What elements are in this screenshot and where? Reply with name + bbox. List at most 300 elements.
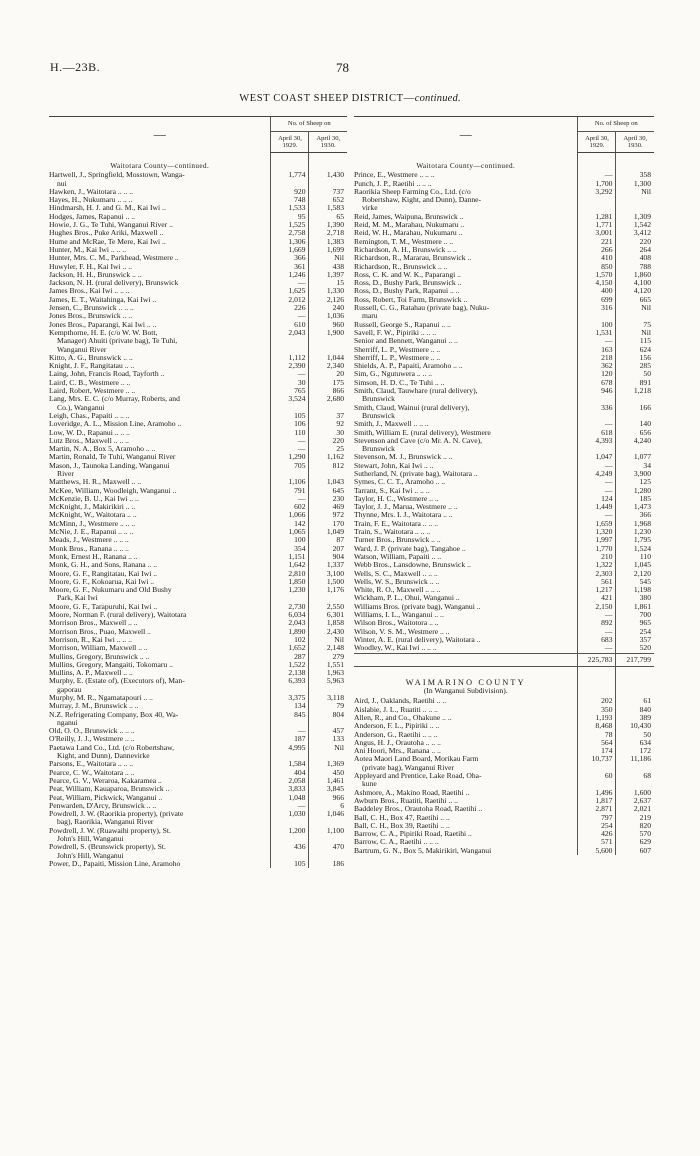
sheep-1929: 1,030 (271, 810, 309, 818)
owner-name: Moore, G. F., Nukumaru and Old Bushy (49, 585, 172, 595)
owner-name: Sutherland, N. (private bag), Waitotara .. (354, 468, 478, 478)
owner-name: Wickham, P. L., Ohui, Wanganui .. (354, 593, 460, 603)
owner-name: Sim, G., Ngutuwera .. .. .. (354, 369, 433, 379)
sheep-1929: 120 (578, 370, 616, 378)
table-row (354, 304, 654, 312)
sheep-1929: 2,058 (271, 777, 309, 785)
sheep-1929: 124 (578, 495, 616, 503)
owner-name: John's Hill, Wanganui (57, 850, 124, 860)
sheep-1930: Nil (616, 188, 654, 196)
sheep-1929: 187 (271, 735, 309, 743)
sheep-1930: 960 (309, 321, 347, 329)
sheep-1930: 1,860 (616, 271, 654, 279)
sheep-1930: 1,699 (309, 246, 347, 254)
sheep-1929: 266 (578, 246, 616, 254)
table-row (354, 387, 654, 395)
sheep-1929: 1,997 (578, 536, 616, 544)
sheep-1929: 3,833 (271, 785, 309, 793)
sheep-1930: 1,300 (616, 180, 654, 188)
total-label (354, 653, 578, 666)
owner-name: Ross, Robert, Toi Farm, Brunswick .. (354, 294, 468, 304)
owner-name: Stewart, John, Kai Iwi .. .. (354, 460, 434, 470)
sheep-1929: 2,758 (271, 229, 309, 237)
name-column-header: — (354, 117, 578, 153)
sheep-1930: 2,021 (616, 805, 654, 813)
sheep-1930: 700 (616, 611, 654, 619)
owner-name: Wanganui River (57, 344, 107, 354)
sheep-1930: 866 (309, 387, 347, 395)
sheep-1929 (271, 337, 309, 345)
owner-name: Parsons, E., Waitotara .. .. .. (49, 759, 134, 769)
owner-name: James Bros., Kai Iwi .. .. .. (49, 286, 130, 296)
owner-name: Reid, James, Waipuna, Brunswick .. (354, 211, 464, 221)
sheep-1929: 3,292 (578, 188, 616, 196)
sheep-1929: 1,066 (271, 511, 309, 519)
sheep-1929: 60 (578, 772, 616, 780)
sheep-1929: 2,303 (578, 570, 616, 578)
sheep-1930: 166 (616, 404, 654, 412)
sheep-1930: 185 (616, 495, 654, 503)
owner-name: Peat, William, Kauaparoa, Brunswick .. (49, 784, 170, 794)
owner-name: Woodley, W., Kai Iwi .. .. .. (354, 643, 437, 653)
owner-name: Ashmore, A., Makino Road, Raetihi .. (354, 787, 470, 797)
sheep-1930: 240 (309, 304, 347, 312)
sheep-1929 (578, 196, 616, 204)
sheep-1930: 645 (309, 487, 347, 495)
sheep-1930: 1,162 (309, 453, 347, 461)
owner-name: Mason, J., Taunoka Landing, Wanganui (49, 460, 170, 470)
sheep-1930: 1,858 (309, 619, 347, 627)
sheep-1929: 1,496 (578, 789, 616, 797)
owner-name: Penwarden, D'Arcy, Brunswick .. .. (49, 800, 157, 810)
owner-name: Anderson, G., Raetihi .. .. .. (354, 729, 438, 739)
sheep-1929: 3,001 (578, 229, 616, 237)
sheep-1929: 1,570 (578, 271, 616, 279)
sheep-1929: 2,138 (271, 669, 309, 677)
owner-name: nui (57, 178, 67, 188)
owner-name: Train, S., Waitotara .. .. .. (354, 527, 431, 537)
sheep-1930: 1,198 (616, 586, 654, 594)
sheep-1930: 2,148 (309, 644, 347, 652)
owner-name: Williams, I. L., Wanganui .. .. (354, 610, 444, 620)
owner-name: Watson, William, Papaiti .. .. (354, 551, 442, 561)
owner-name: Hindmarsh, H. J. and G. M., Kai Iwi .. (49, 203, 166, 213)
sheep-1929: 1,320 (578, 528, 616, 536)
sheep-1929: 366 (271, 254, 309, 262)
left-column (49, 116, 347, 868)
waimarino-county-heading: WAIMARINO COUNTY (405, 677, 526, 687)
table-row (354, 772, 654, 780)
sheep-1930: Nil (616, 329, 654, 337)
sheep-1930: 175 (309, 379, 347, 387)
sheep-1929: 1,659 (578, 520, 616, 528)
sheep-1929: 791 (271, 487, 309, 495)
sheep-1930: 220 (309, 437, 347, 445)
owner-name: Angus, H. J., Orautoha .. .. .. (354, 737, 441, 747)
sheep-1930: 1,968 (616, 520, 654, 528)
sheep-1929: 571 (578, 838, 616, 846)
sheep-1930: 520 (616, 644, 654, 653)
sheep-1929: 1,281 (578, 213, 616, 221)
owner-name: Savell, F. W., Pipiriki .. .. .. (354, 327, 437, 337)
owner-name: Pearce, C. W., Waitotara .. .. (49, 767, 135, 777)
sheep-1930: 92 (309, 420, 347, 428)
sheep-1929: 5,600 (578, 847, 616, 855)
owner-name: Mullins, Gregory, Brunswick .. .. (49, 651, 150, 661)
owner-name: Loveridge, A. L., Mission Line, Aramoho .. (49, 419, 182, 429)
sheep-1930: 1,900 (309, 329, 347, 337)
owner-name: Smith, J., Maxwell .. .. .. (354, 419, 429, 429)
sheep-1929: 4,150 (578, 279, 616, 287)
owner-name: Barrow, C. A., Pipiriki Road, Raetihi .. (354, 829, 472, 839)
sheep-1930: 3,900 (616, 470, 654, 478)
sheep-1929: 1,230 (271, 586, 309, 594)
sheep-1929: 1,531 (578, 329, 616, 337)
sheep-1930: 65 (309, 213, 347, 221)
sheep-1929: 2,390 (271, 362, 309, 370)
sheep-1930: 68 (616, 772, 654, 780)
owner-name: Hayes, H., Nukumaru .. .. .. (49, 195, 133, 205)
sheep-1929: 3,375 (271, 694, 309, 702)
sheep-1929: 1,112 (271, 354, 309, 362)
right-body (354, 153, 654, 654)
report-reference: H.—23B. (50, 60, 101, 74)
sheep-1930: 1,230 (616, 528, 654, 536)
owner-name: Winter, A. E. (rural delivery), Waitotara .. (354, 634, 481, 644)
sheep-1930: 2,340 (309, 362, 347, 370)
sheep-1930: 115 (616, 337, 654, 345)
sheep-1929: 1,522 (271, 661, 309, 669)
sheep-1930: 1,430 (309, 171, 347, 179)
sheep-1930: 1,383 (309, 238, 347, 246)
sheep-1929: 287 (271, 653, 309, 661)
owner-name: Symes, C. C. T., Aramoho .. .. (354, 477, 446, 487)
owner-name: Co.), Wanganui (57, 402, 105, 412)
owner-name: Morrison Bros., Maxwell .. .. (49, 618, 138, 628)
owner-name: Manager) Ahuiti (private bag), Te Tuhi, (57, 336, 178, 346)
sheep-1929: 797 (578, 814, 616, 822)
table-row (49, 462, 347, 470)
owner-name: White, R. O., Maxwell .. .. .. (354, 585, 441, 595)
owner-name: McKee, William, Woodleigh, Wanganui .. (49, 485, 177, 495)
owner-name: Kight, and Dunn), Dannevirke (57, 751, 150, 761)
owner-name: Senior and Bennett, Wanganui .. .. (354, 336, 458, 346)
owner-name: Robertshaw, Kight, and Dunn), Danne- (362, 195, 482, 205)
sheep-1930: 254 (616, 628, 654, 636)
owner-name: Lutz Bros., Maxwell .. .. .. (49, 435, 129, 445)
sheep-1929: 2,871 (578, 805, 616, 813)
sheep-1930: 788 (616, 263, 654, 271)
owner-name: Russell, C. G., Ratahau (private bag), Nuku- (354, 303, 490, 313)
owner-name: Murphy, E. (Estate of), (Executors of), Man- (49, 676, 185, 686)
sheep-1930: 34 (616, 462, 654, 470)
sheep-1930: 6 (309, 802, 347, 810)
owner-name: Ross, D., Bushy Park, Rapanui .. .. (354, 286, 460, 296)
owner-name: Martin, Ronald, Te Tuhi, Wanganui River (49, 452, 176, 462)
sheep-1929: 1,525 (271, 221, 309, 229)
owner-name: Prince, E., Westmere .. .. .. (354, 170, 435, 180)
sheep-1929: 3,524 (271, 395, 309, 403)
sheep-1930: 140 (616, 420, 654, 428)
sheep-1930: 1,524 (616, 545, 654, 553)
sheep-1929: 226 (271, 304, 309, 312)
sheep-1929: — (578, 420, 616, 428)
sheep-1929: 106 (271, 420, 309, 428)
sheep-1930: 61 (616, 697, 654, 705)
sheep-1930: 1,045 (616, 561, 654, 569)
sheep-1930: 2,126 (309, 296, 347, 304)
owner-name: McNie, J. E., Rapanui .. .. .. (49, 527, 134, 537)
owner-name: Baddeley Bros., Orautoha Road, Raetihi .. (354, 804, 483, 814)
sheep-1930: 1,397 (309, 271, 347, 279)
sheep-1929: 1,449 (578, 503, 616, 511)
owner-name: Hawken, J., Waitotara .. .. .. (49, 186, 134, 196)
april-1930-header: April 30, 1930. (616, 132, 654, 153)
sheep-1930: 30 (309, 429, 347, 437)
owner-name: Peat, William, Pickwick, Wanganui .. (49, 792, 163, 802)
sheep-1929: 564 (578, 739, 616, 747)
owner-name: Hunter, M., Kai Iwi .. .. .. (49, 244, 127, 254)
sheep-1929: 1,290 (271, 453, 309, 461)
sheep-1930: 25 (309, 445, 347, 453)
sheep-1929: 2,012 (271, 296, 309, 304)
table-row (49, 711, 347, 719)
sheep-1929: 8,468 (578, 722, 616, 730)
sheep-1929: 850 (578, 263, 616, 271)
sheep-1930: 840 (616, 706, 654, 714)
table-row (354, 644, 654, 653)
owner-name: Laing, John, Francis Road, Tayforth .. (49, 369, 165, 379)
owner-name: Turner Bros., Brunswick .. .. (354, 535, 441, 545)
owner-name: Old, O. O., Brunswick .. .. .. (49, 726, 135, 736)
sheep-1930: 804 (309, 711, 347, 719)
sheep-1930: 3,412 (616, 229, 654, 237)
sheep-1929: 336 (578, 404, 616, 412)
table-row (354, 437, 654, 445)
sheep-1929: 1,246 (271, 271, 309, 279)
total-1930: 217,799 (616, 653, 654, 666)
owner-name: Pearce, G. V., Weraroa, Kakaramea .. (49, 775, 162, 785)
sheep-1929: 436 (271, 843, 309, 851)
sheep-1930: 1,043 (309, 478, 347, 486)
sheep-1930: 634 (616, 739, 654, 747)
sheep-1929: 1,642 (271, 561, 309, 569)
sheep-1929: — (578, 337, 616, 345)
owner-name: Williams Bros. (private bag), Wanganui .. (354, 601, 481, 611)
sheep-1930: 408 (616, 254, 654, 262)
sheep-1929: 134 (271, 702, 309, 710)
sheep-1930: 457 (309, 727, 347, 735)
sheep-1930: 1,280 (616, 487, 654, 495)
sheep-1929: 202 (578, 697, 616, 705)
sheep-1930: 357 (616, 636, 654, 644)
sheep-1930: 1,500 (309, 578, 347, 586)
sheep-1929: 1,322 (578, 561, 616, 569)
right-table (354, 116, 654, 855)
owner-name: Moore, Norman F. (rural delivery), Waitotara (49, 610, 187, 620)
sheep-1929: 1,065 (271, 528, 309, 536)
sheep-1929: — (271, 370, 309, 378)
sheep-1929: 946 (578, 387, 616, 395)
owner-name: Monk Bros., Ranana .. .. .. (49, 543, 129, 553)
sheep-1929: 618 (578, 429, 616, 437)
sheep-1929: — (271, 802, 309, 810)
sheep-1930: 656 (616, 429, 654, 437)
sheep-1929: 1,106 (271, 478, 309, 486)
sheep-1930: 11,186 (616, 755, 654, 763)
sheep-1929: — (271, 445, 309, 453)
sheep-1929: 892 (578, 619, 616, 627)
sheep-1929: 1,217 (578, 586, 616, 594)
sheep-1930: 4,120 (616, 287, 654, 295)
sheep-1930: 172 (616, 747, 654, 755)
owner-name: Barrow, C. A., Raetihi .. .. .. (354, 837, 439, 847)
owner-name: Matthews, H. R., Maxwell .. .. (49, 477, 142, 487)
owner-name: Smith, Claud, Tauwhare (rural delivery), (354, 386, 478, 396)
sheep-1930: 966 (309, 794, 347, 802)
sheep-1929: 2,043 (271, 619, 309, 627)
sheep-1929: 2,043 (271, 329, 309, 337)
sheep-1929: — (578, 487, 616, 495)
owner-name: Low, W. D., Rapanui .. .. .. (49, 427, 130, 437)
sheep-1930: 75 (616, 321, 654, 329)
sheep-1930: 207 (309, 545, 347, 553)
owner-name: Awburn Bros., Ruatiti, Raetihi .. .. (354, 795, 458, 805)
owner-name: Ross, D., Bushy Park, Brunswick .. (354, 278, 462, 288)
sheep-1930: 4,240 (616, 437, 654, 445)
sheep-1929: 4,995 (271, 744, 309, 752)
table-row (49, 171, 347, 179)
sheep-1930: 133 (309, 735, 347, 743)
owner-name: Leigh, Chas., Papaiti .. .. .. (49, 410, 130, 420)
owner-name: Powdrell, S. (Brunswick property), St. (49, 842, 166, 852)
owner-name: Meads, J., Westmere .. .. .. (49, 535, 129, 545)
owner-name: Hodges, James, Rapanui .. .. (49, 211, 136, 221)
sheep-1930: 1,551 (309, 661, 347, 669)
sheep-1930: 264 (616, 246, 654, 254)
sheep-1929: — (578, 511, 616, 519)
sheep-1929: 2,810 (271, 570, 309, 578)
sheep-1929: 6,393 (271, 677, 309, 685)
owner-name: McKnight, J., Makirikiri .. .. (49, 502, 136, 512)
sheep-1930: 1,542 (616, 221, 654, 229)
sheep-1929: 1,048 (271, 794, 309, 802)
april-1930-header: April 30, 1930. (309, 132, 347, 153)
sheep-1929: 1,669 (271, 246, 309, 254)
sheep-1930: 972 (309, 511, 347, 519)
owner-name: Brunswick (362, 444, 395, 454)
owner-name: McKenzie, B. U., Kai Iwi .. .. (49, 493, 139, 503)
sheep-1929: 1,533 (271, 204, 309, 212)
owner-name: (private bag), Wanganui River (362, 762, 455, 772)
owner-name: virke (362, 203, 378, 213)
sheep-1929: 404 (271, 769, 309, 777)
sheep-1929: 142 (271, 520, 309, 528)
owner-name: McMinn, J., Westmere .. .. .. (49, 518, 136, 528)
owner-name: Hartwell, J., Springfield, Mosstown, Wanga- (49, 170, 185, 180)
sheep-1930: 470 (309, 843, 347, 851)
sheep-1929: 174 (578, 747, 616, 755)
sheep-1930: 220 (616, 238, 654, 246)
sheep-1930: 1,369 (309, 760, 347, 768)
sheep-1930: 285 (616, 362, 654, 370)
owner-name: Moore, G. F., Rangitatau, Kai Iwi .. (49, 568, 158, 578)
sheep-1929: 610 (271, 321, 309, 329)
sheep-1930: 50 (616, 731, 654, 739)
sheep-1929: 350 (578, 706, 616, 714)
sheep-1930: 4,100 (616, 279, 654, 287)
sheep-1929: 362 (578, 362, 616, 370)
page-title: WEST COAST SHEEP DISTRICT—continued. (239, 93, 461, 104)
owner-name: Knight, J. F., Rangitatau .. .. (49, 361, 135, 371)
owner-name: Ani Hoori, Mrs., Ranana .. .. (354, 746, 441, 756)
owner-name: Train, F. E., Waitotara .. .. .. (354, 518, 438, 528)
sheep-1930: 3,118 (309, 694, 347, 702)
sheep-1930: 125 (616, 478, 654, 486)
owner-name: Mullins, Gregory, Mangaiti, Tokomaru .. (49, 659, 173, 669)
section-heading: Waitotara County—continued. (110, 162, 210, 170)
sheep-1930: 1,473 (616, 503, 654, 511)
sheep-1929: 100 (271, 536, 309, 544)
sheep-1930: 629 (616, 838, 654, 846)
sheep-1930: 1,049 (309, 528, 347, 536)
sheep-1930: 37 (309, 412, 347, 420)
owner-name: Raorikia Sheep Farming Co., Ltd. (c/o (354, 186, 471, 196)
owner-name: Aird, J., Oaklands, Raetihi .. .. (354, 696, 447, 706)
owner-name: Power, D., Papaiti, Mission Line, Aramoho (49, 858, 181, 868)
sheep-1929: — (271, 727, 309, 735)
sheep-1930: Nil (309, 636, 347, 644)
sheep-1930: 3,845 (309, 785, 347, 793)
sheep-1929: 361 (271, 263, 309, 271)
sheep-1929: 678 (578, 379, 616, 387)
left-table (49, 116, 347, 868)
owner-name: Moore, G. F., Tarapuruhi, Kai Iwi .. (49, 601, 158, 611)
owner-name: Taylor, J. J., Marua, Westmere .. .. (354, 502, 458, 512)
sheep-1930: 1,600 (616, 789, 654, 797)
sheep-1929: 410 (578, 254, 616, 262)
sheep-1930: 2,120 (616, 570, 654, 578)
owner-name: Jones Bros., Paparangi, Kai Iwi .. .. (49, 319, 157, 329)
owner-name: Ward, J. P. (private bag), Tangahoe .. (354, 543, 466, 553)
sheep-1930: 79 (309, 702, 347, 710)
sheep-1930: 110 (616, 553, 654, 561)
sheep-1929: — (271, 437, 309, 445)
owner-name: Sherriff, L. P., Westmere .. .. (354, 344, 441, 354)
sheep-1930: 50 (616, 370, 654, 378)
owner-name: nganui (57, 717, 78, 727)
owner-name: Howie, J. G., Te Tuhi, Wanganui River .. (49, 220, 173, 230)
right-column (354, 116, 654, 855)
sheep-1930: 1,330 (309, 287, 347, 295)
owner-name: Murphy, M. R., Ngamatapouri .. .. (49, 693, 153, 702)
sheep-1929: 30 (271, 379, 309, 387)
owner-name: maru (362, 311, 378, 321)
sheep-1929: — (578, 171, 616, 179)
sheep-1929: 1,151 (271, 553, 309, 561)
sheep-1929: 1,200 (271, 827, 309, 835)
sheep-1930: 170 (309, 520, 347, 528)
sheep-1930: 230 (309, 495, 347, 503)
owner-name: Paetawa Land Co., Ltd. (c/o Robertshaw, (49, 742, 174, 752)
sheep-1929: 78 (578, 731, 616, 739)
sheep-1930: Nil (309, 744, 347, 752)
sheep-1930: 10,430 (616, 722, 654, 730)
sheep-1930: 219 (616, 814, 654, 822)
sheep-1930: 545 (616, 578, 654, 586)
sheep-1930: 1,861 (616, 603, 654, 611)
sheep-1930: 1,100 (309, 827, 347, 835)
